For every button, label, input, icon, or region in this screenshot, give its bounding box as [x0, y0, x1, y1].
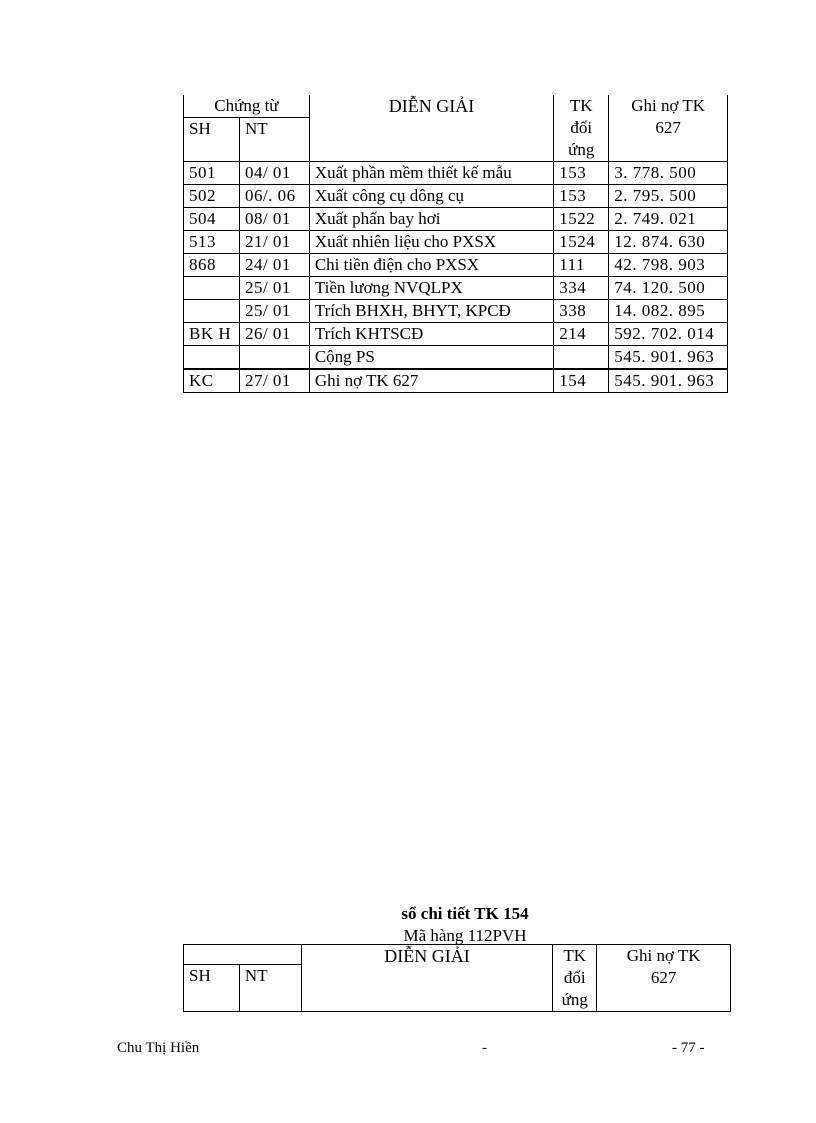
cell-description: Chi tiền điện cho PXSX	[309, 254, 553, 277]
cell-sh	[184, 346, 240, 370]
table-row	[184, 208, 728, 231]
cell-amount: 12. 874. 630	[609, 231, 728, 254]
ghi-no-account: 627	[650, 968, 677, 987]
cell-tk-doi-ung: 1522	[554, 208, 609, 231]
col-chung-tu-header: Chứng từ	[184, 95, 310, 118]
cell-nt: 04/ 01	[239, 162, 309, 185]
cell-amount: 42. 798. 903	[609, 254, 728, 277]
cell-amount: 3. 778. 500	[609, 162, 728, 185]
col-sh-header: SH	[184, 118, 240, 162]
cell-description: Xuất phấn bay hơi	[309, 208, 553, 231]
doi-label: đối	[570, 118, 593, 137]
table-header-row	[184, 945, 731, 965]
section-subtitle: Mã hàng 112PVH	[403, 926, 527, 945]
col-dien-giai-header: DIỄN GIẢI	[309, 95, 553, 162]
cell-description: Xuất công cụ dông cụ	[309, 185, 553, 208]
table-row	[184, 162, 728, 185]
cell-tk-doi-ung: 338	[554, 300, 609, 323]
cell-sh: 868	[184, 254, 240, 277]
cell-amount: 545. 901. 963	[609, 369, 728, 393]
cell-description: Trích BHXH, BHYT, KPCĐ	[309, 300, 553, 323]
ghi-no-label: Ghi nợ TK	[626, 946, 701, 965]
col-nt-header: NT	[239, 118, 309, 162]
table-row	[184, 369, 728, 393]
table-row	[184, 231, 728, 254]
cell-description: Tiền lương NVQLPX	[309, 277, 553, 300]
col-tk-doi-ung-header	[553, 945, 597, 1012]
tk-label: TK	[563, 946, 587, 965]
tk-label: TK	[569, 96, 593, 115]
cell-amount: 74. 120. 500	[609, 277, 728, 300]
cell-amount: 592. 702. 014	[609, 323, 728, 346]
cell-sh: BK H	[184, 323, 240, 346]
col-dien-giai-header: DIỄN GIẢI	[301, 945, 552, 1012]
footer-page-number: - 77 -	[672, 1040, 705, 1056]
cell-sh: KC	[184, 369, 240, 393]
cell-sh	[184, 277, 240, 300]
cell-nt	[239, 346, 309, 370]
cell-nt: 25/ 01	[239, 300, 309, 323]
cell-nt: 25/ 01	[239, 277, 309, 300]
ledger-table-627	[183, 95, 728, 393]
col-tk-doi-ung-header	[554, 95, 609, 162]
footer-author: Chu Thị Hiền	[117, 1040, 200, 1056]
cell-nt: 08/ 01	[239, 208, 309, 231]
ung-label: ứng	[568, 140, 595, 159]
col-ghi-no-header	[609, 95, 728, 162]
table-row	[184, 277, 728, 300]
table-header-row	[184, 95, 728, 118]
cell-sh: 513	[184, 231, 240, 254]
cell-nt: 26/ 01	[239, 323, 309, 346]
cell-tk-doi-ung: 153	[554, 185, 609, 208]
col-sh-header: SH	[184, 965, 240, 1012]
ghi-no-label: Ghi nợ TK	[631, 96, 706, 115]
footer-separator: -	[482, 1040, 487, 1056]
cell-description: Trích KHTSCĐ	[309, 323, 553, 346]
cell-tk-doi-ung: 334	[554, 277, 609, 300]
table-row	[184, 300, 728, 323]
cell-amount: 2. 795. 500	[609, 185, 728, 208]
cell-amount: 2. 749. 021	[609, 208, 728, 231]
cell-description: Ghi nợ TK 627	[309, 369, 553, 393]
cell-nt: 06/. 06	[239, 185, 309, 208]
cell-tk-doi-ung	[554, 346, 609, 370]
ghi-no-account: 627	[655, 118, 681, 137]
cell-tk-doi-ung: 153	[554, 162, 609, 185]
col-ghi-no-header	[597, 945, 731, 1012]
cell-nt: 27/ 01	[239, 369, 309, 393]
cell-nt: 24/ 01	[239, 254, 309, 277]
cell-tk-doi-ung: 154	[554, 369, 609, 393]
table-row	[184, 323, 728, 346]
cell-sh	[184, 300, 240, 323]
col-chung-tu-header	[184, 945, 302, 965]
col-nt-header: NT	[239, 965, 301, 1012]
cell-nt: 21/ 01	[239, 231, 309, 254]
cell-sh: 501	[184, 162, 240, 185]
cell-sh: 502	[184, 185, 240, 208]
table-row	[184, 254, 728, 277]
cell-description: Xuất nhiên liệu cho PXSX	[309, 231, 553, 254]
cell-tk-doi-ung: 1524	[554, 231, 609, 254]
table-row	[184, 346, 728, 370]
cell-tk-doi-ung: 111	[554, 254, 609, 277]
ung-label: ứng	[561, 990, 588, 1009]
section-title: sổ chi tiết TK 154	[401, 904, 529, 923]
cell-amount: 545. 901. 963	[609, 346, 728, 370]
cell-tk-doi-ung: 214	[554, 323, 609, 346]
cell-description: Xuất phần mềm thiết kế mẫu	[309, 162, 553, 185]
cell-description: Cộng PS	[309, 346, 553, 370]
cell-sh: 504	[184, 208, 240, 231]
doi-label: đối	[563, 968, 586, 987]
cell-amount: 14. 082. 895	[609, 300, 728, 323]
ledger-table-154	[183, 944, 731, 1012]
table-row	[184, 185, 728, 208]
